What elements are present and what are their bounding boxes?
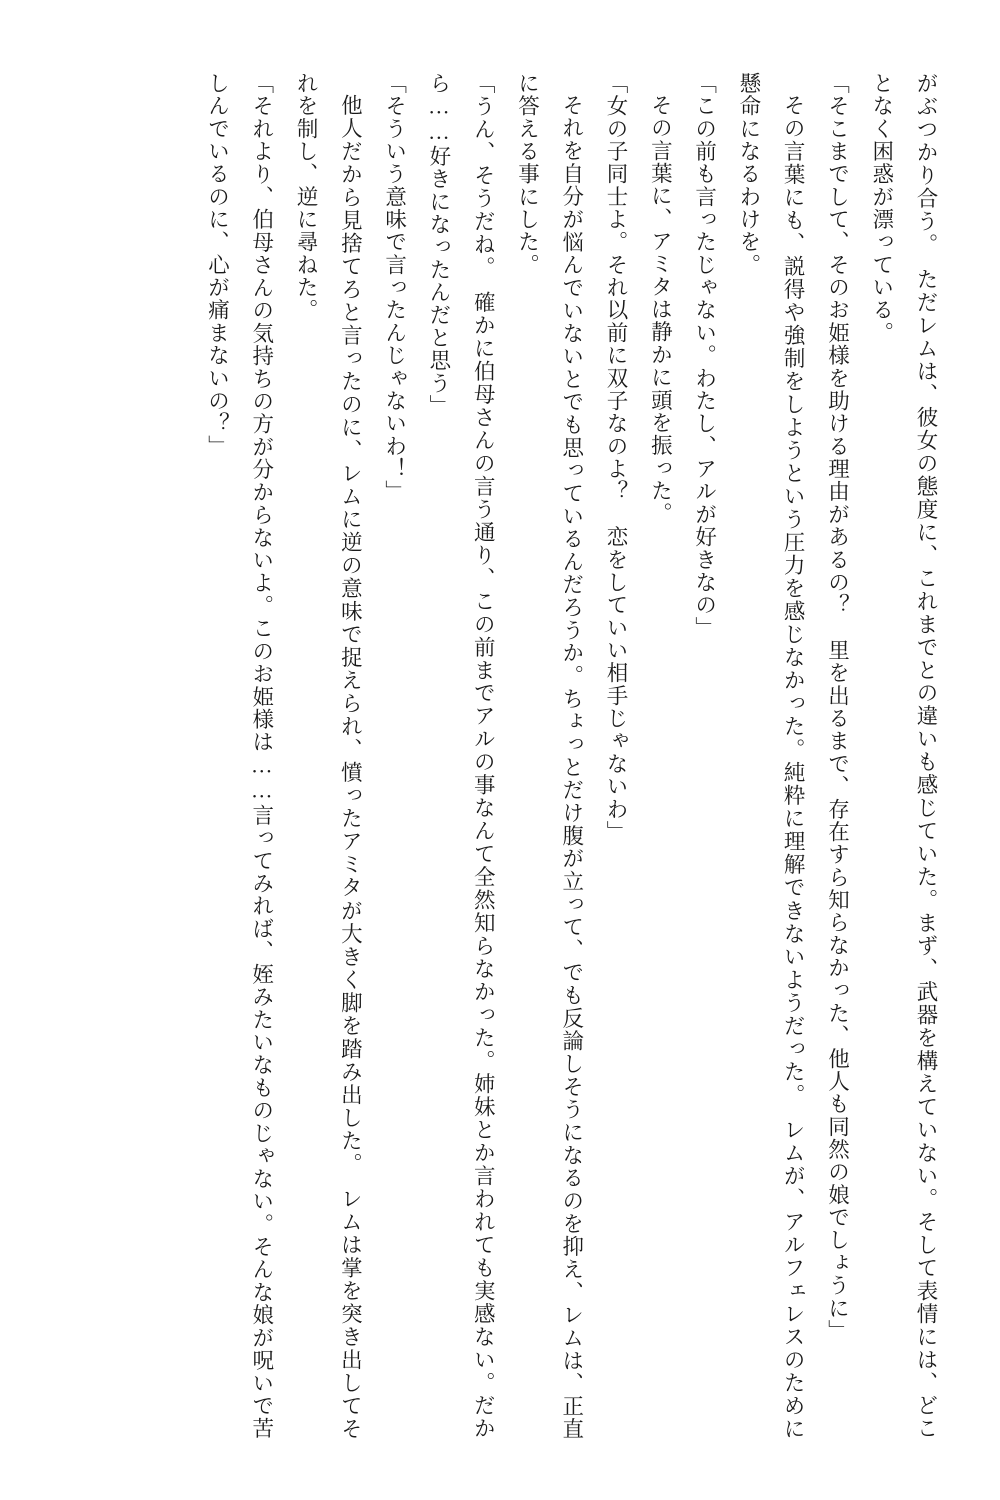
paragraph: 「うん、そうだね。 確かに伯母さんの言う通り、この前までアルの事なんて全然知らなかった。姉妹とか言われても実感ない。だから……好きになったんだと思う」 <box>426 72 496 1440</box>
paragraph: その言葉に、アミタは静かに頭を振った。 <box>648 93 673 525</box>
paragraph: 「そういう意味で言ったんじゃないわ！」 <box>382 72 407 503</box>
paragraph: 「この前も言ったじゃない。わたし、アルが好きなの」 <box>692 72 717 640</box>
paragraph: 「そこまでして、そのお姫様を助ける理由があるの？ 里を出るまで、存在すら知らなかった、他人も同然の娘でしょうに」 <box>825 72 850 1343</box>
vertical-text-body <box>52 72 948 1440</box>
paragraph: その言葉にも、説得や強制をしようという圧力を感じなかった。純粋に理解できないようだった。 レムが、アルフェレスのために懸命になるわけを。 <box>736 72 806 1440</box>
paragraph: がぶつかり合う。 ただレムは、彼女の態度に、これまでとの違いも感じていた。まず、武器を構えていない。そして表情には、どことなく困惑が漂っている。 <box>869 72 938 1440</box>
paragraph: それを自分が悩んでいないとでも思っているんだろうか。ちょっとだけ腹が立って、でも反論しそうになるのを抑え、レムは、正直に答える事にした。 <box>515 72 584 1440</box>
paragraph: 他人だから見捨てろと言ったのに、レムに逆の意味で捉えられ、憤ったアミタが大きく脚を踏み出した。 レムは掌を突き出してそれを制し、逆に尋ねた。 <box>294 72 363 1440</box>
paragraph: 「女の子同士よ。それ以前に双子なのよ？ 恋をしていい相手じゃないわ」 <box>604 72 629 844</box>
paragraph: 「それより、伯母さんの気持ちの方が分からないよ。このお姫様は……言ってみれば、姪みたいなものじゃない。そんな娘が呪いで苦しんでいるのに、心が痛まないの？」 <box>205 72 274 1440</box>
